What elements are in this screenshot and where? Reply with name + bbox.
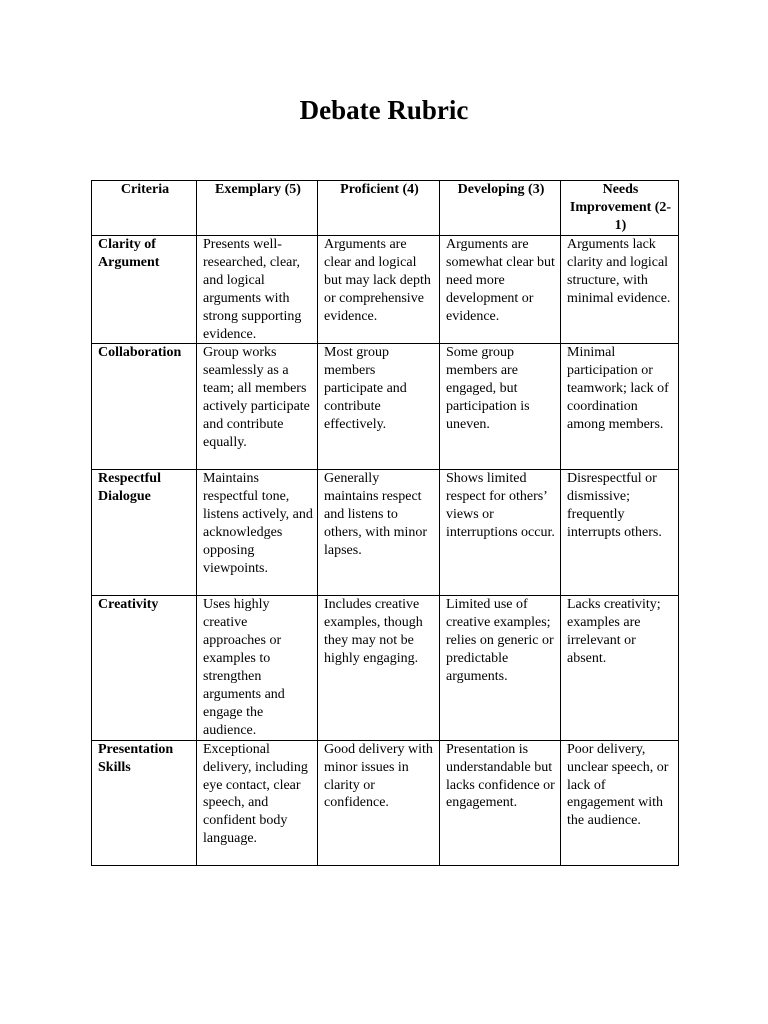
exemplary-cell: Uses highly creative approaches or examples to strengthen arguments and engage the audience. bbox=[197, 596, 318, 740]
criterion-cell: Collaboration bbox=[92, 344, 197, 470]
developing-cell: Some group members are engaged, but participation is uneven. bbox=[440, 344, 561, 470]
exemplary-cell: Exceptional delivery, including eye contact, clear speech, and confident body language. bbox=[197, 740, 318, 865]
developing-cell: Arguments are somewhat clear but need more development or evidence. bbox=[440, 236, 561, 344]
table-row bbox=[92, 344, 679, 470]
proficient-cell: Includes creative examples, though they may not be highly engaging. bbox=[318, 596, 440, 740]
proficient-cell: Arguments are clear and logical but may lack depth or comprehensive evidence. bbox=[318, 236, 440, 344]
criterion-cell: Creativity bbox=[92, 596, 197, 740]
developing-cell: Presentation is understandable but lacks confidence or engagement. bbox=[440, 740, 561, 865]
header-proficient: Proficient (4) bbox=[318, 181, 440, 236]
criterion-cell: Clarity of Argument bbox=[92, 236, 197, 344]
table-row bbox=[92, 740, 679, 865]
exemplary-cell: Presents well-researched, clear, and logical arguments with strong supporting evidence. bbox=[197, 236, 318, 344]
page-title: Debate Rubric bbox=[299, 95, 469, 125]
proficient-cell: Good delivery with minor issues in clarity or confidence. bbox=[318, 740, 440, 865]
developing-cell: Shows limited respect for others’ views or interruptions occur. bbox=[440, 470, 561, 596]
table-header-row bbox=[92, 181, 679, 236]
needs-improvement-cell: Disrespectful or dismissive; frequently interrupts others. bbox=[561, 470, 679, 596]
header-exemplary: Exemplary (5) bbox=[197, 181, 318, 236]
proficient-cell: Generally maintains respect and listens to others, with minor lapses. bbox=[318, 470, 440, 596]
exemplary-cell: Group works seamlessly as a team; all members actively participate and contribute equally. bbox=[197, 344, 318, 470]
table-row bbox=[92, 596, 679, 740]
table-row bbox=[92, 236, 679, 344]
header-needs-improvement: Needs Improvement (2-1) bbox=[561, 181, 679, 236]
needs-improvement-cell: Minimal participation or teamwork; lack of coordination among members. bbox=[561, 344, 679, 470]
rubric-table bbox=[91, 180, 679, 866]
developing-cell: Limited use of creative examples; relies on generic or predictable arguments. bbox=[440, 596, 561, 740]
needs-improvement-cell: Poor delivery, unclear speech, or lack of engagement with the audience. bbox=[561, 740, 679, 865]
needs-improvement-cell: Lacks creativity; examples are irrelevant or absent. bbox=[561, 596, 679, 740]
criterion-cell: Presentation Skills bbox=[92, 740, 197, 865]
header-developing: Developing (3) bbox=[440, 181, 561, 236]
exemplary-cell: Maintains respectful tone, listens actively, and acknowledges opposing viewpoints. bbox=[197, 470, 318, 596]
needs-improvement-cell: Arguments lack clarity and logical structure, with minimal evidence. bbox=[561, 236, 679, 344]
table-row bbox=[92, 470, 679, 596]
header-criteria: Criteria bbox=[92, 181, 197, 236]
proficient-cell: Most group members participate and contribute effectively. bbox=[318, 344, 440, 470]
criterion-cell: Respectful Dialogue bbox=[92, 470, 197, 596]
